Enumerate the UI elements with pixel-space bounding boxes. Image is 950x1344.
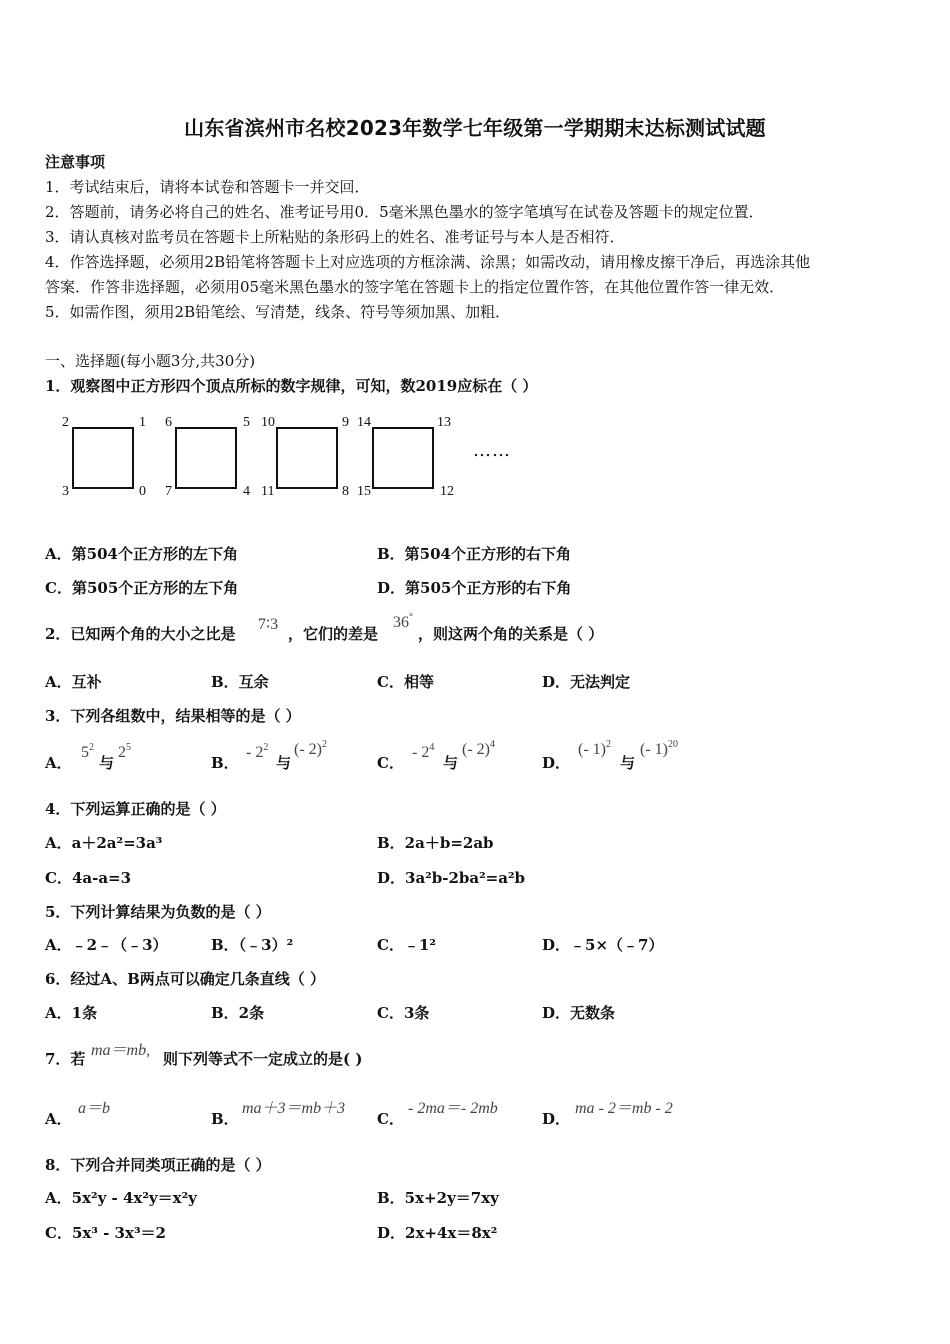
q7-condition: ma＝mb, — [91, 1042, 151, 1059]
option-c-expr2: (- 2)$^4$ — [462, 739, 495, 758]
vertex-label: 12 — [440, 484, 454, 499]
option-c: C．第505个正方形的左下角 — [45, 579, 239, 597]
notice-item: 答案．作答非选择题，必须用05毫米黑色墨水的签字笔在答题卡上的指定位置作答，在其他位置作答一律无效． — [45, 278, 785, 296]
option-d: D．2x+4x＝8x² — [377, 1224, 498, 1242]
option-c: C．5x³ - 3x³＝2 — [45, 1224, 166, 1242]
option-c-letter: C． — [377, 754, 404, 772]
notice-heading: 注意事项 — [45, 153, 106, 171]
q2-diff: 36° — [393, 612, 413, 631]
option-d-letter: D． — [542, 1110, 571, 1128]
notice-item: 1．考试结束后，请将本试卷和答题卡一并交回． — [45, 178, 370, 196]
option-d-expr1: (- 1)$^2$ — [578, 739, 611, 758]
option-b-letter: B． — [211, 1110, 239, 1128]
vertex-label: 10 — [261, 415, 275, 430]
page-title: 山东省滨州市名校2023年数学七年级第一学期期末达标测试试题 — [184, 116, 766, 140]
option-d: D．第505个正方形的右下角 — [377, 579, 572, 597]
option-a: A．互补 — [45, 673, 102, 691]
option-b: B．5x+2y＝7xy — [377, 1189, 499, 1207]
option-b: B．2条 — [211, 1004, 265, 1022]
q7-stem-a: 7．若 — [45, 1050, 86, 1068]
with-label: 与 — [276, 754, 292, 772]
option-b: B．2a＋b=2ab — [377, 834, 494, 852]
option-a: A．第504个正方形的左下角 — [45, 545, 238, 563]
section-heading: 一、选择题(每小题3分,共30分) — [45, 352, 256, 370]
option-d: D．无法判定 — [542, 673, 631, 691]
with-label: 与 — [99, 754, 115, 772]
option-a-expr1: $5^2$ — [81, 742, 94, 761]
vertex-label: 2 — [62, 415, 69, 430]
q4-stem: 4．下列运算正确的是（ ） — [45, 800, 226, 818]
option-a: A．5x²y - 4x²y＝x²y — [45, 1189, 197, 1207]
notice-item: 4．作答选择题，必须用2B铅笔将答题卡上对应选项的方框涂满、涂黑；如需改动，请用橡皮擦干净后，再选涂其他 — [45, 253, 811, 271]
vertex-label: 8 — [342, 484, 349, 499]
q8-stem: 8．下列合并同类项正确的是（ ） — [45, 1156, 271, 1174]
vertex-label: 15 — [357, 484, 371, 499]
notice-item: 2．答题前，请务必将自己的姓名、准考证号用0．5毫米黑色墨水的签字笔填写在试卷及答题卡的规定位置． — [45, 203, 764, 221]
vertex-label: 9 — [342, 415, 349, 430]
q2-stem-b: ，它们的差是 — [288, 625, 379, 643]
square-3 — [276, 427, 338, 489]
option-d: D．无数条 — [542, 1004, 616, 1022]
ellipsis: …… — [473, 440, 511, 461]
vertex-label: 1 — [139, 415, 146, 430]
option-a-expr: a＝b — [78, 1100, 111, 1117]
option-a: A．a＋2a²=3a³ — [45, 834, 163, 852]
option-b-expr: ma＋3＝mb＋3 — [242, 1100, 346, 1117]
option-c-letter: C． — [377, 1110, 404, 1128]
option-a: A．﹣2﹣（﹣3） — [45, 936, 168, 954]
option-c: C．3条 — [377, 1004, 430, 1022]
with-label: 与 — [620, 754, 636, 772]
option-b-expr2: (- 2)$^2$ — [294, 739, 327, 758]
vertex-label: 13 — [437, 415, 451, 430]
option-c-expr: - 2ma＝- 2mb — [408, 1100, 498, 1117]
option-a-letter: A． — [45, 1110, 72, 1128]
q7-stem-b: 则下列等式不一定成立的是( ) — [163, 1050, 363, 1068]
vertex-label: 4 — [243, 484, 250, 499]
option-b-letter: B． — [211, 754, 239, 772]
q2-stem-c: ，则这两个角的关系是（ ） — [418, 625, 604, 643]
option-d-letter: D． — [542, 754, 571, 772]
option-d: D．3a²b-2ba²=a²b — [377, 869, 526, 887]
q5-stem: 5．下列计算结果为负数的是（ ） — [45, 903, 271, 921]
q6-stem: 6．经过A、B两点可以确定几条直线（ ） — [45, 970, 325, 988]
option-a: A．1条 — [45, 1004, 98, 1022]
vertex-label: 14 — [357, 415, 371, 430]
q2-stem-a: 2．已知两个角的大小之比是 — [45, 625, 236, 643]
option-c-expr1: - $2^4$ — [412, 742, 435, 761]
option-b: B．第504个正方形的右下角 — [377, 545, 571, 563]
square-1 — [72, 427, 134, 489]
vertex-label: 6 — [165, 415, 172, 430]
option-b: B．互余 — [211, 673, 269, 691]
vertex-label: 7 — [165, 484, 172, 499]
option-d: D．﹣5×（﹣7） — [542, 936, 664, 954]
with-label: 与 — [443, 754, 459, 772]
option-c: C．4a-a=3 — [45, 869, 132, 887]
vertex-label: 5 — [243, 415, 250, 430]
option-c: C．相等 — [377, 673, 434, 691]
notice-item: 5．如需作图，须用2B铅笔绘、写清楚，线条、符号等须加黑、加粗． — [45, 303, 511, 321]
option-a-letter: A． — [45, 754, 72, 772]
option-b: B．（﹣3）² — [211, 936, 294, 954]
q3-stem: 3．下列各组数中，结果相等的是（ ） — [45, 707, 301, 725]
vertex-label: 11 — [261, 484, 275, 499]
option-b-expr1: - $2^2$ — [246, 742, 269, 761]
notice-item: 3．请认真核对监考员在答题卡上所粘贴的条形码上的姓名、准考证号与本人是否相符． — [45, 228, 625, 246]
square-2 — [175, 427, 237, 489]
option-a-expr2: $2^5$ — [118, 742, 131, 761]
vertex-label: 3 — [62, 484, 69, 499]
q1-stem: 1．观察图中正方形四个顶点所标的数字规律，可知，数2019应标在（ ） — [45, 377, 538, 395]
option-c: C．﹣1² — [377, 936, 436, 954]
square-4 — [372, 427, 434, 489]
option-d-expr2: (- 1)$^{20}$ — [640, 739, 678, 758]
q2-ratio: 7∶3 — [258, 616, 279, 633]
vertex-label: 0 — [139, 484, 146, 499]
option-d-expr: ma - 2＝mb - 2 — [575, 1100, 673, 1117]
